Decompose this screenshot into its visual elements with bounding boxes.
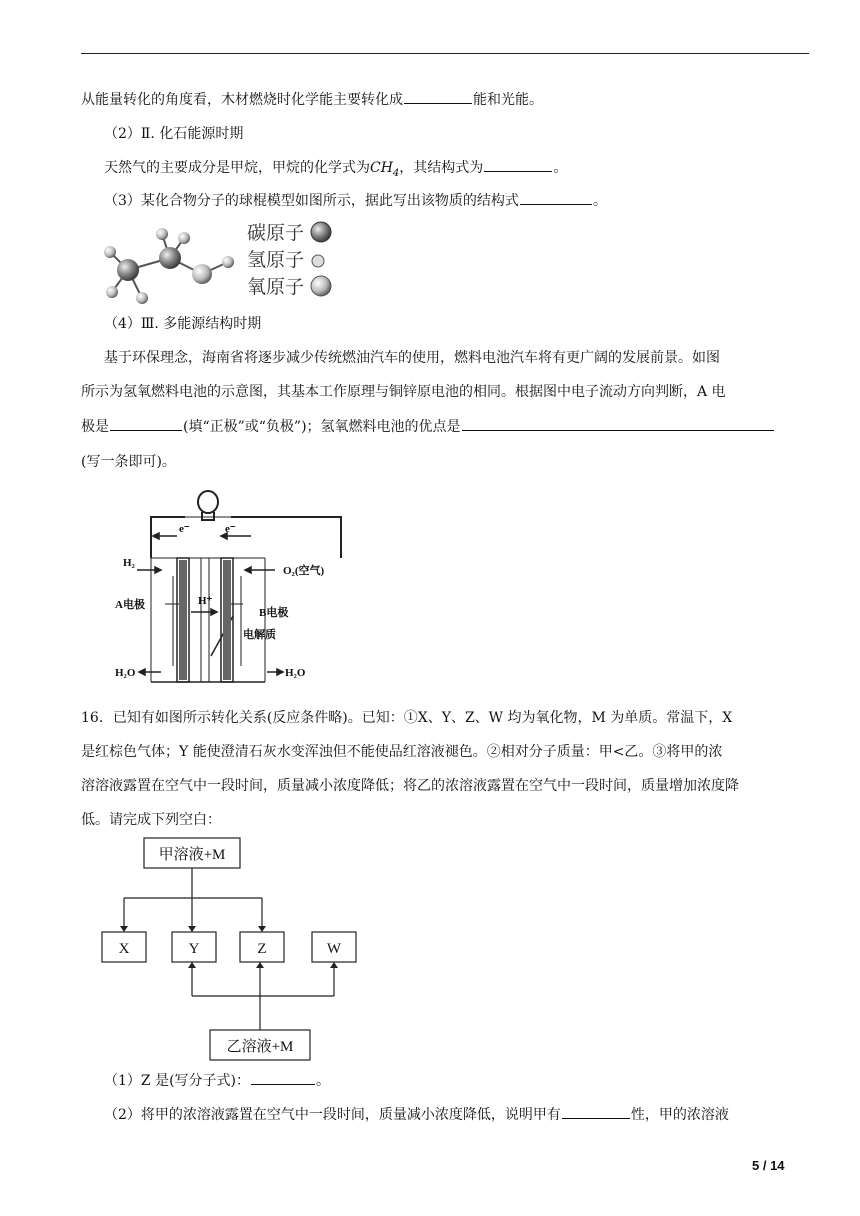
text-line: [81, 89, 543, 110]
question-heading: （4）Ⅲ. 多能源结构时期: [104, 316, 262, 332]
electron-label-left: e⁻: [179, 523, 190, 535]
text: 极是: [81, 419, 109, 435]
text-line: 溶溶液露置在空气中一段时间，质量减小浓度降低；将乙的浓溶液露置在空气中一段时间，质量增加浓度降: [81, 778, 739, 794]
legend-hydrogen: 氢原子: [247, 245, 332, 272]
text: （1）Z 是(写分子式)：: [104, 1073, 251, 1089]
text-line: [104, 1070, 330, 1091]
text: 。: [592, 193, 607, 209]
text: （3）某化合物分子的球棍模型如图所示，据此写出该物质的结构式: [104, 193, 519, 209]
header-rule: [81, 53, 809, 54]
top-box-label: 甲溶液+M: [158, 847, 226, 863]
electrolyte-label: 电解质: [243, 629, 276, 641]
h-plus-label: H⁺: [198, 595, 213, 607]
conversion-flow-diagram: [96, 836, 366, 1066]
answer-blank[interactable]: [251, 1070, 315, 1085]
text-line: (写一条即可)。: [81, 454, 176, 470]
y-label: Y: [188, 941, 200, 957]
page-number: 5 / 14: [752, 1158, 785, 1173]
text-line: 基于环保理念，海南省将逐步减少传统燃油汽车的使用，燃料电池汽车将有更广阔的发展前景。如图: [104, 350, 720, 366]
text: （2）将甲的浓溶液露置在空气中一段时间，质量减小浓度降低，说明甲有: [104, 1107, 561, 1123]
text: 。: [316, 1073, 331, 1089]
text: ，其结构式为: [399, 160, 484, 176]
answer-blank[interactable]: [484, 157, 552, 172]
a-electrode-label: A电极: [115, 599, 145, 611]
formula: $CH_4$: [370, 160, 400, 179]
b-electrode-label: B电极: [259, 607, 289, 619]
x-label: X: [118, 941, 130, 957]
text-line: [104, 157, 567, 184]
text: 从能量转化的角度看，木材燃烧时化学能主要转化成: [81, 92, 403, 108]
answer-blank[interactable]: [520, 190, 592, 205]
ball-stick-model: [98, 222, 244, 308]
text: (填“正极”或“负极”)；氢氧燃料电池的优点是: [183, 419, 461, 435]
text: 性，甲的浓溶液: [630, 1107, 729, 1123]
o2-label: O₂(空气): [283, 565, 325, 577]
h2o-left-label: H₂O: [115, 667, 136, 679]
h2o-right-label: H₂O: [285, 667, 306, 679]
text-line: 16．已知有如图所示转化关系(反应条件略)。已知：①X、Y、Z、W 均为氧化物，M 为单质。常温下，X: [81, 710, 733, 726]
text: 天然气的主要成分是甲烷，甲烷的化学式为: [104, 160, 370, 176]
legend-carbon: 碳原子: [247, 218, 332, 245]
answer-blank[interactable]: [404, 89, 472, 104]
answer-blank[interactable]: [562, 1104, 630, 1119]
answer-blank[interactable]: [462, 416, 774, 431]
electron-label-right: e⁻: [225, 523, 236, 535]
w-label: W: [326, 941, 342, 957]
text-line: [81, 416, 775, 437]
text-line: 低。请完成下列空白：: [81, 812, 221, 828]
z-label: Z: [257, 941, 267, 957]
text-line: [104, 190, 607, 211]
carbon-atom-icon: [310, 221, 332, 243]
fuel-cell-diagram: [115, 486, 355, 686]
answer-blank[interactable]: [110, 416, 182, 431]
legend-oxygen: 氧原子: [247, 272, 332, 299]
question-heading: （2）Ⅱ. 化石能源时期: [104, 126, 244, 142]
h2-label: H₂: [123, 557, 135, 569]
oxygen-atom-icon: [310, 275, 332, 297]
bottom-box-label: 乙溶液+M: [226, 1039, 294, 1055]
hydrogen-atom-icon: [310, 248, 332, 270]
text-line: 是红棕色气体；Y 能使澄清石灰水变浑浊但不能使品红溶液褪色。②相对分子质量：甲<乙。③将甲的浓: [81, 744, 723, 760]
text: 能和光能。: [473, 92, 543, 108]
text: 。: [553, 160, 568, 176]
text-line: 所示为氢氧燃料电池的示意图，其基本工作原理与铜锌原电池的相同。根据图中电子流动方向判断，A 电: [81, 384, 726, 400]
text-line: [104, 1104, 729, 1125]
